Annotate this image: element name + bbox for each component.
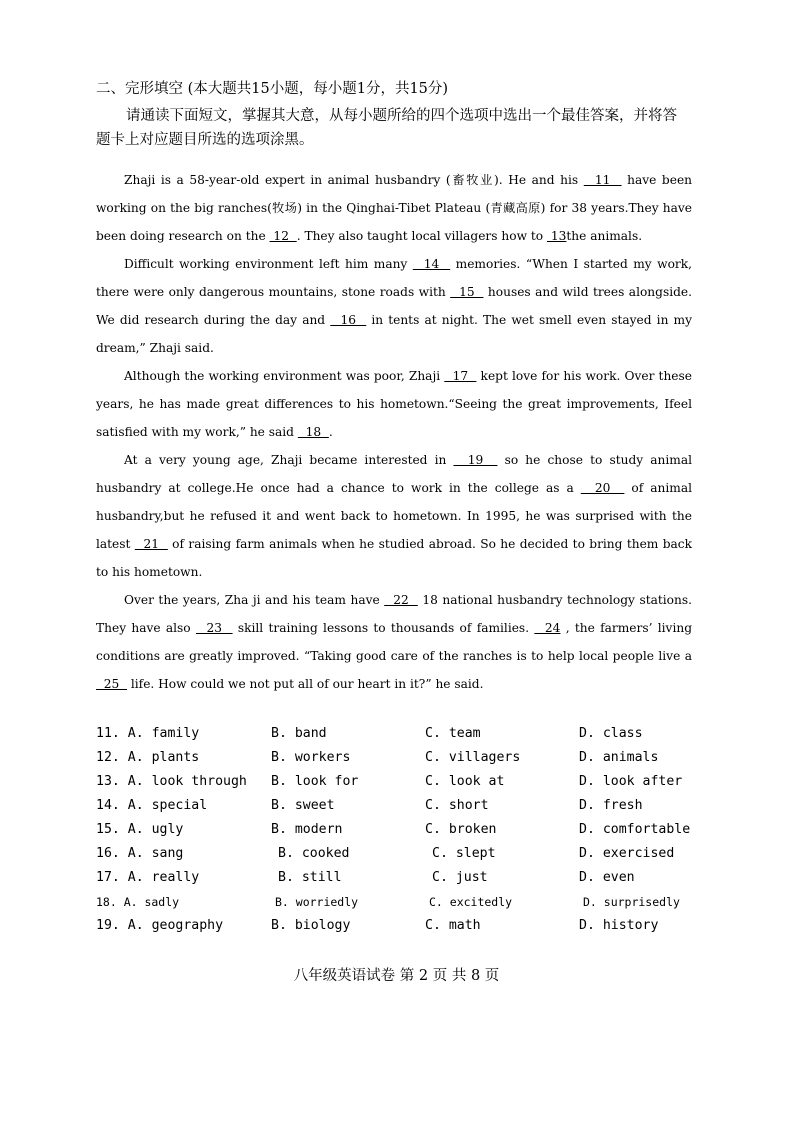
blank-24: 24: [534, 621, 561, 635]
question-row-14: [96, 794, 716, 818]
passage-paragraph-2: [96, 250, 692, 362]
blank-18: 18: [297, 425, 329, 439]
page-footer: 八年级英语试卷 第 2 页 共 8 页: [293, 968, 500, 984]
option-c: C. math: [425, 918, 481, 933]
blank-14: 14: [412, 257, 451, 271]
option-a: 14. A. special: [96, 798, 208, 813]
blank-19: 19: [453, 453, 498, 467]
option-b: B. worriedly: [275, 895, 359, 909]
option-c: C. villagers: [425, 750, 521, 765]
option-c: C. team: [425, 726, 481, 741]
answer-options: [96, 722, 716, 938]
option-c: C. short: [425, 798, 489, 813]
passage-paragraph-3: [96, 362, 692, 446]
passage-text: Although the working environment was poor, Zhaji: [124, 369, 445, 383]
option-a: 17. A. really: [96, 870, 200, 885]
option-d: D. comfortable: [579, 822, 691, 837]
passage-text: have been working on the big ranches(牧场) in the Qinghai-Tibet Plateau (青藏高原) for 38 years.They have been doing research on the: [96, 173, 693, 243]
option-d: D. exercised: [579, 846, 675, 861]
passage-paragraph-4: [96, 446, 692, 586]
option-d: D. fresh: [579, 798, 643, 813]
passage-text: Zhaji is a 58-year-old expert in animal husbandry (畜牧业). He and his: [124, 173, 584, 187]
blank-25: 25: [96, 677, 128, 691]
option-d: D. class: [579, 726, 643, 741]
passage-text: in tents at night. The wet smell even stayed in my dream,” Zhaji said.: [96, 313, 692, 355]
option-d: D. look after: [579, 774, 683, 789]
option-b: B. look for: [271, 774, 359, 789]
option-b: B. sweet: [271, 798, 335, 813]
blank-21: 21: [134, 537, 168, 551]
passage-text: of raising farm animals when he studied abroad. So he decided to bring them back to his hometown.: [96, 537, 692, 579]
question-row-16: [96, 842, 716, 866]
blank-23: 23: [195, 621, 233, 635]
passage-paragraph-5: [96, 586, 692, 698]
question-row-11: [96, 722, 716, 746]
option-d: D. surprisedly: [583, 895, 680, 909]
option-b: B. workers: [271, 750, 351, 765]
passage-text: skill training lessons to thousands of families.: [232, 621, 535, 635]
passage-text: houses and wild trees alongside. We did research during the day and: [96, 285, 692, 327]
option-c: C. excitedly: [429, 895, 513, 909]
question-row-19: [96, 914, 716, 938]
passage-text: so he chose to study animal husbandry at college.He once had a chance to work in the college as a: [96, 453, 692, 495]
option-b: B. cooked: [278, 846, 350, 861]
passage-text: . They also taught local villagers how to: [296, 229, 547, 243]
instruction-line-2: 题卡上对应题目所选的选项涂黑。: [96, 132, 314, 148]
blank-16: 16: [330, 313, 367, 327]
blank-11: 11: [583, 173, 622, 187]
question-row-17: [96, 866, 716, 890]
option-b: B. biology: [271, 918, 351, 933]
passage-text: the animals.: [566, 229, 643, 243]
passage-text: of animal husbandry,but he refused it and went back to hometown. In 1995, he was surprised with the latest: [96, 481, 692, 551]
question-row-18: [96, 890, 716, 914]
option-a: 16. A. sang: [96, 846, 184, 861]
question-row-12: [96, 746, 716, 770]
blank-20: 20: [580, 481, 625, 495]
blank-15: 15: [450, 285, 484, 299]
option-d: D. history: [579, 918, 659, 933]
option-a: 18. A. sadly: [96, 895, 180, 909]
question-row-13: [96, 770, 716, 794]
option-b: B. band: [271, 726, 327, 741]
option-c: C. broken: [425, 822, 497, 837]
passage-text: life. How could we not put all of our heart in it?” he said.: [127, 677, 484, 691]
blank-12: 12: [269, 229, 297, 243]
option-b: B. still: [278, 870, 342, 885]
passage-text: , the farmers’ living conditions are greatly improved. “Taking good care of the ranches is to help local people live a: [96, 621, 692, 663]
option-c: C. slept: [432, 846, 496, 861]
option-a: 11. A. family: [96, 726, 200, 741]
passage-text: At a very young age, Zhaji became interested in: [124, 453, 454, 467]
option-d: D. even: [579, 870, 635, 885]
passage-paragraph-1: [96, 166, 692, 250]
passage-text: kept love for his work. Over these years, he has made great differences to his hometown.“Seeing the great improvements, Ifeel satisfied with my work,” he said: [96, 369, 692, 439]
passage-text: 18 national husbandry technology stations. They have also: [96, 593, 692, 635]
passage-text: memories. “When I started my work, there were only dangerous mountains, stone roads with: [96, 257, 692, 299]
question-row-15: [96, 818, 716, 842]
blank-22: 22: [384, 593, 418, 607]
option-a: 19. A. geography: [96, 918, 224, 933]
blank-17: 17: [444, 369, 477, 383]
cloze-passage: [96, 166, 692, 698]
passage-text: Over the years, Zha ji and his team have: [124, 593, 385, 607]
blank-13: 13: [546, 229, 567, 243]
option-c: C. look at: [425, 774, 505, 789]
option-b: B. modern: [271, 822, 343, 837]
option-d: D. animals: [579, 750, 659, 765]
passage-text: .: [328, 425, 333, 439]
section-instructions: [96, 104, 701, 152]
passage-text: Difficult working environment left him many: [124, 257, 413, 271]
instruction-line-1: 请通读下面短文，掌握其大意，从每小题所给的四个选项中选出一个最佳答案，并将答: [126, 108, 677, 124]
option-a: 15. A. ugly: [96, 822, 184, 837]
option-c: C. just: [432, 870, 488, 885]
option-a: 12. A. plants: [96, 750, 200, 765]
section-title: 二、完形填空 (本大题共15小题，每小题1分，共15分): [96, 81, 449, 97]
option-a: 13. A. look through: [96, 774, 247, 789]
